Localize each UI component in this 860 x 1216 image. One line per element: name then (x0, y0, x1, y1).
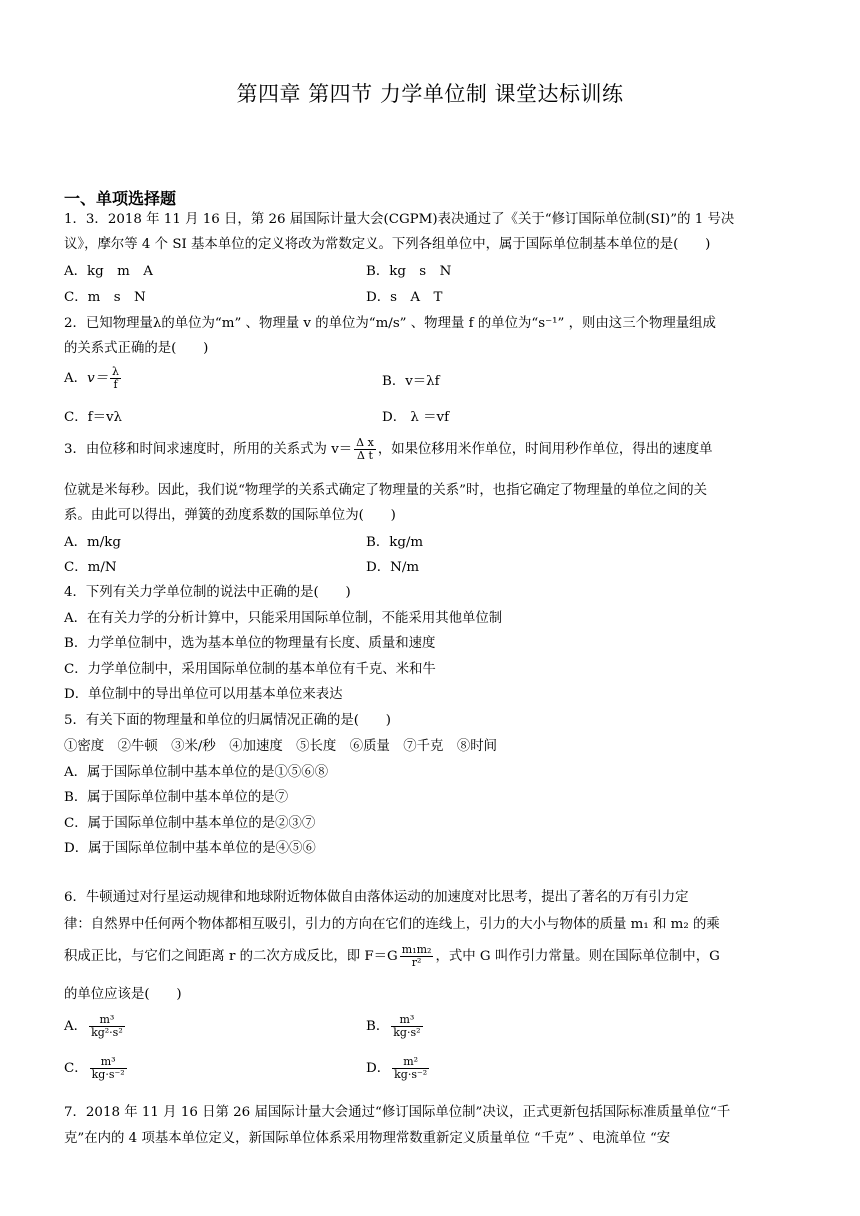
q6-option-c-label: C． (64, 1061, 88, 1076)
q3-option-c: C．m/N (64, 560, 117, 575)
q5-stem: 5．有关下面的物理量和单位的归属情况正确的是( ) (64, 713, 391, 728)
q1-stem-line2: 议》，摩尔等 4 个 SI 基本单位的定义将改为常数定义。下列各组单位中，属于国际单位制基本单位的是( ) (64, 237, 711, 252)
fraction-numerator: m³ (89, 1014, 125, 1027)
q6-option-b (366, 1014, 425, 1039)
q7-stem-line2: 克”在内的 4 项基本单位定义，新国际单位体系采用物理常数重新定义质量单位 “千克” 、电流单位 “安 (64, 1131, 671, 1146)
q3-stem-line2: 位就是米每秒。因此，我们说“物理学的关系式确定了物理量的关系”时，也指它确定了物理量的单位之间的关 (64, 483, 708, 498)
q4-stem: 4．下列有关力学单位制的说法中正确的是( ) (64, 585, 351, 600)
q3-stem-post: ，如果位移用米作单位，时间用秒作单位，得出的速度单 (377, 442, 713, 457)
q3-stem-line1 (64, 437, 713, 462)
fraction-numerator: Δ x (356, 436, 374, 449)
q2-option-c: C．f＝vλ (64, 410, 123, 425)
q2-stem-line2: 的关系式正确的是( ) (64, 341, 209, 356)
fraction-denominator: kg·s⁻² (91, 1068, 125, 1081)
q6-option-c (64, 1056, 129, 1081)
q3-velocity-fraction (354, 437, 376, 462)
q2-option-b: B．v＝λf (382, 374, 440, 389)
q2-option-a-fraction (110, 366, 121, 391)
q6-stem-line3 (64, 944, 720, 969)
q6-option-a-fraction (89, 1014, 125, 1039)
q7-stem-line1: 7．2018 年 11 月 16 日第 26 届国际计量大会通过“修订国际单位制”决议，正式更新包括国际标准质量单位“千 (64, 1105, 731, 1120)
q6-option-d-fraction (392, 1056, 429, 1081)
fraction-numerator: m³ (90, 1056, 127, 1069)
section-heading: 一、单项选择题 (64, 189, 177, 208)
fraction-denominator: kg·s⁻² (394, 1068, 428, 1081)
fraction-denominator: f (113, 378, 118, 391)
q5-option-d: D．属于国际单位制中基本单位的是④⑤⑥ (64, 841, 316, 856)
q6-option-b-label: B． (366, 1019, 390, 1034)
fraction-denominator: r² (411, 956, 422, 969)
q3-stem-pre: 3．由位移和时间求速度时，所用的关系式为 v＝ (64, 442, 353, 457)
fraction-denominator: kg·s² (393, 1026, 421, 1039)
q5-option-a: A．属于国际单位制中基本单位的是①⑤⑥⑧ (64, 765, 329, 780)
q3-stem-line3: 系。由此可以得出，弹簧的劲度系数的国际单位为( ) (64, 508, 396, 523)
q6-stem-pre: 积成正比，与它们之间距离 r 的二次方成反比，即 F＝G (64, 949, 398, 964)
q2-option-a-label: A． (64, 371, 88, 386)
fraction-numerator: m₁m₂ (401, 943, 432, 956)
q3-option-d: D．N/m (366, 560, 420, 575)
q6-stem-line1: 6．牛顿通过对行星运动规律和地球附近物体做自由落体运动的加速度对比思考，提出了著名的万有引力定 (64, 890, 689, 905)
q1-option-b: B．kg s N (366, 264, 452, 279)
q6-option-d (366, 1056, 431, 1081)
q2-option-a-lhs: v＝ (87, 371, 109, 386)
q3-option-b: B．kg/m (366, 535, 424, 550)
fraction-numerator: λ (112, 365, 120, 378)
q1-option-a: A．kg m A (64, 264, 153, 279)
q5-option-c: C．属于国际单位制中基本单位的是②③⑦ (64, 816, 316, 831)
q6-option-d-label: D． (366, 1061, 391, 1076)
q1-option-c: C．m s N (64, 290, 146, 305)
q6-option-a (64, 1014, 127, 1039)
q6-stem-post: ，式中 G 叫作引力常量。则在国际单位制中，G (435, 949, 720, 964)
q6-option-a-label: A． (64, 1019, 88, 1034)
q6-stem-line4: 的单位应该是( ) (64, 987, 182, 1002)
q4-option-d: D．单位制中的导出单位可以用基本单位来表达 (64, 687, 343, 702)
q5-items: ①密度 ②牛顿 ③米/秒 ④加速度 ⑤长度 ⑥质量 ⑦千克 ⑧时间 (64, 739, 498, 754)
q6-stem-line2: 律：自然界中任何两个物体都相互吸引，引力的方向在它们的连线上，引力的大小与物体的质量 m₁ 和 m₂ 的乘 (64, 917, 720, 932)
page-title: 第四章 第四节 力学单位制 课堂达标训练 (236, 82, 624, 106)
q6-option-c-fraction (90, 1056, 127, 1081)
q6-option-b-fraction (391, 1014, 422, 1039)
q2-stem-line1: 2．已知物理量λ的单位为“m” 、物理量 v 的单位为“m/s” 、物理量 f 的单位为“s⁻¹” ，则由这三个物理量组成 (64, 316, 716, 331)
q6-gravity-fraction (400, 944, 434, 969)
q2-option-d: D． λ ＝vf (382, 410, 450, 425)
q1-option-d: D．s A T (366, 290, 443, 305)
fraction-numerator: m² (392, 1056, 429, 1069)
q4-option-a: A．在有关力学的分析计算中，只能采用国际单位制，不能采用其他单位制 (64, 611, 503, 626)
fraction-numerator: m³ (391, 1014, 422, 1027)
q4-option-b: B．力学单位制中，选为基本单位的物理量有长度、质量和速度 (64, 636, 436, 651)
fraction-denominator: kg²·s² (91, 1026, 123, 1039)
q5-option-b: B．属于国际单位制中基本单位的是⑦ (64, 790, 289, 805)
q3-option-a: A．m/kg (64, 535, 121, 550)
q2-option-a (64, 366, 123, 391)
fraction-denominator: Δ t (357, 449, 373, 462)
q1-stem-line1: 1．3．2018 年 11 月 16 日，第 26 届国际计量大会(CGPM)表决通过了《关于“修订国际单位制(SI)”的 1 号决 (64, 212, 735, 227)
q4-option-c: C．力学单位制中，采用国际单位制的基本单位有千克、米和牛 (64, 662, 436, 677)
